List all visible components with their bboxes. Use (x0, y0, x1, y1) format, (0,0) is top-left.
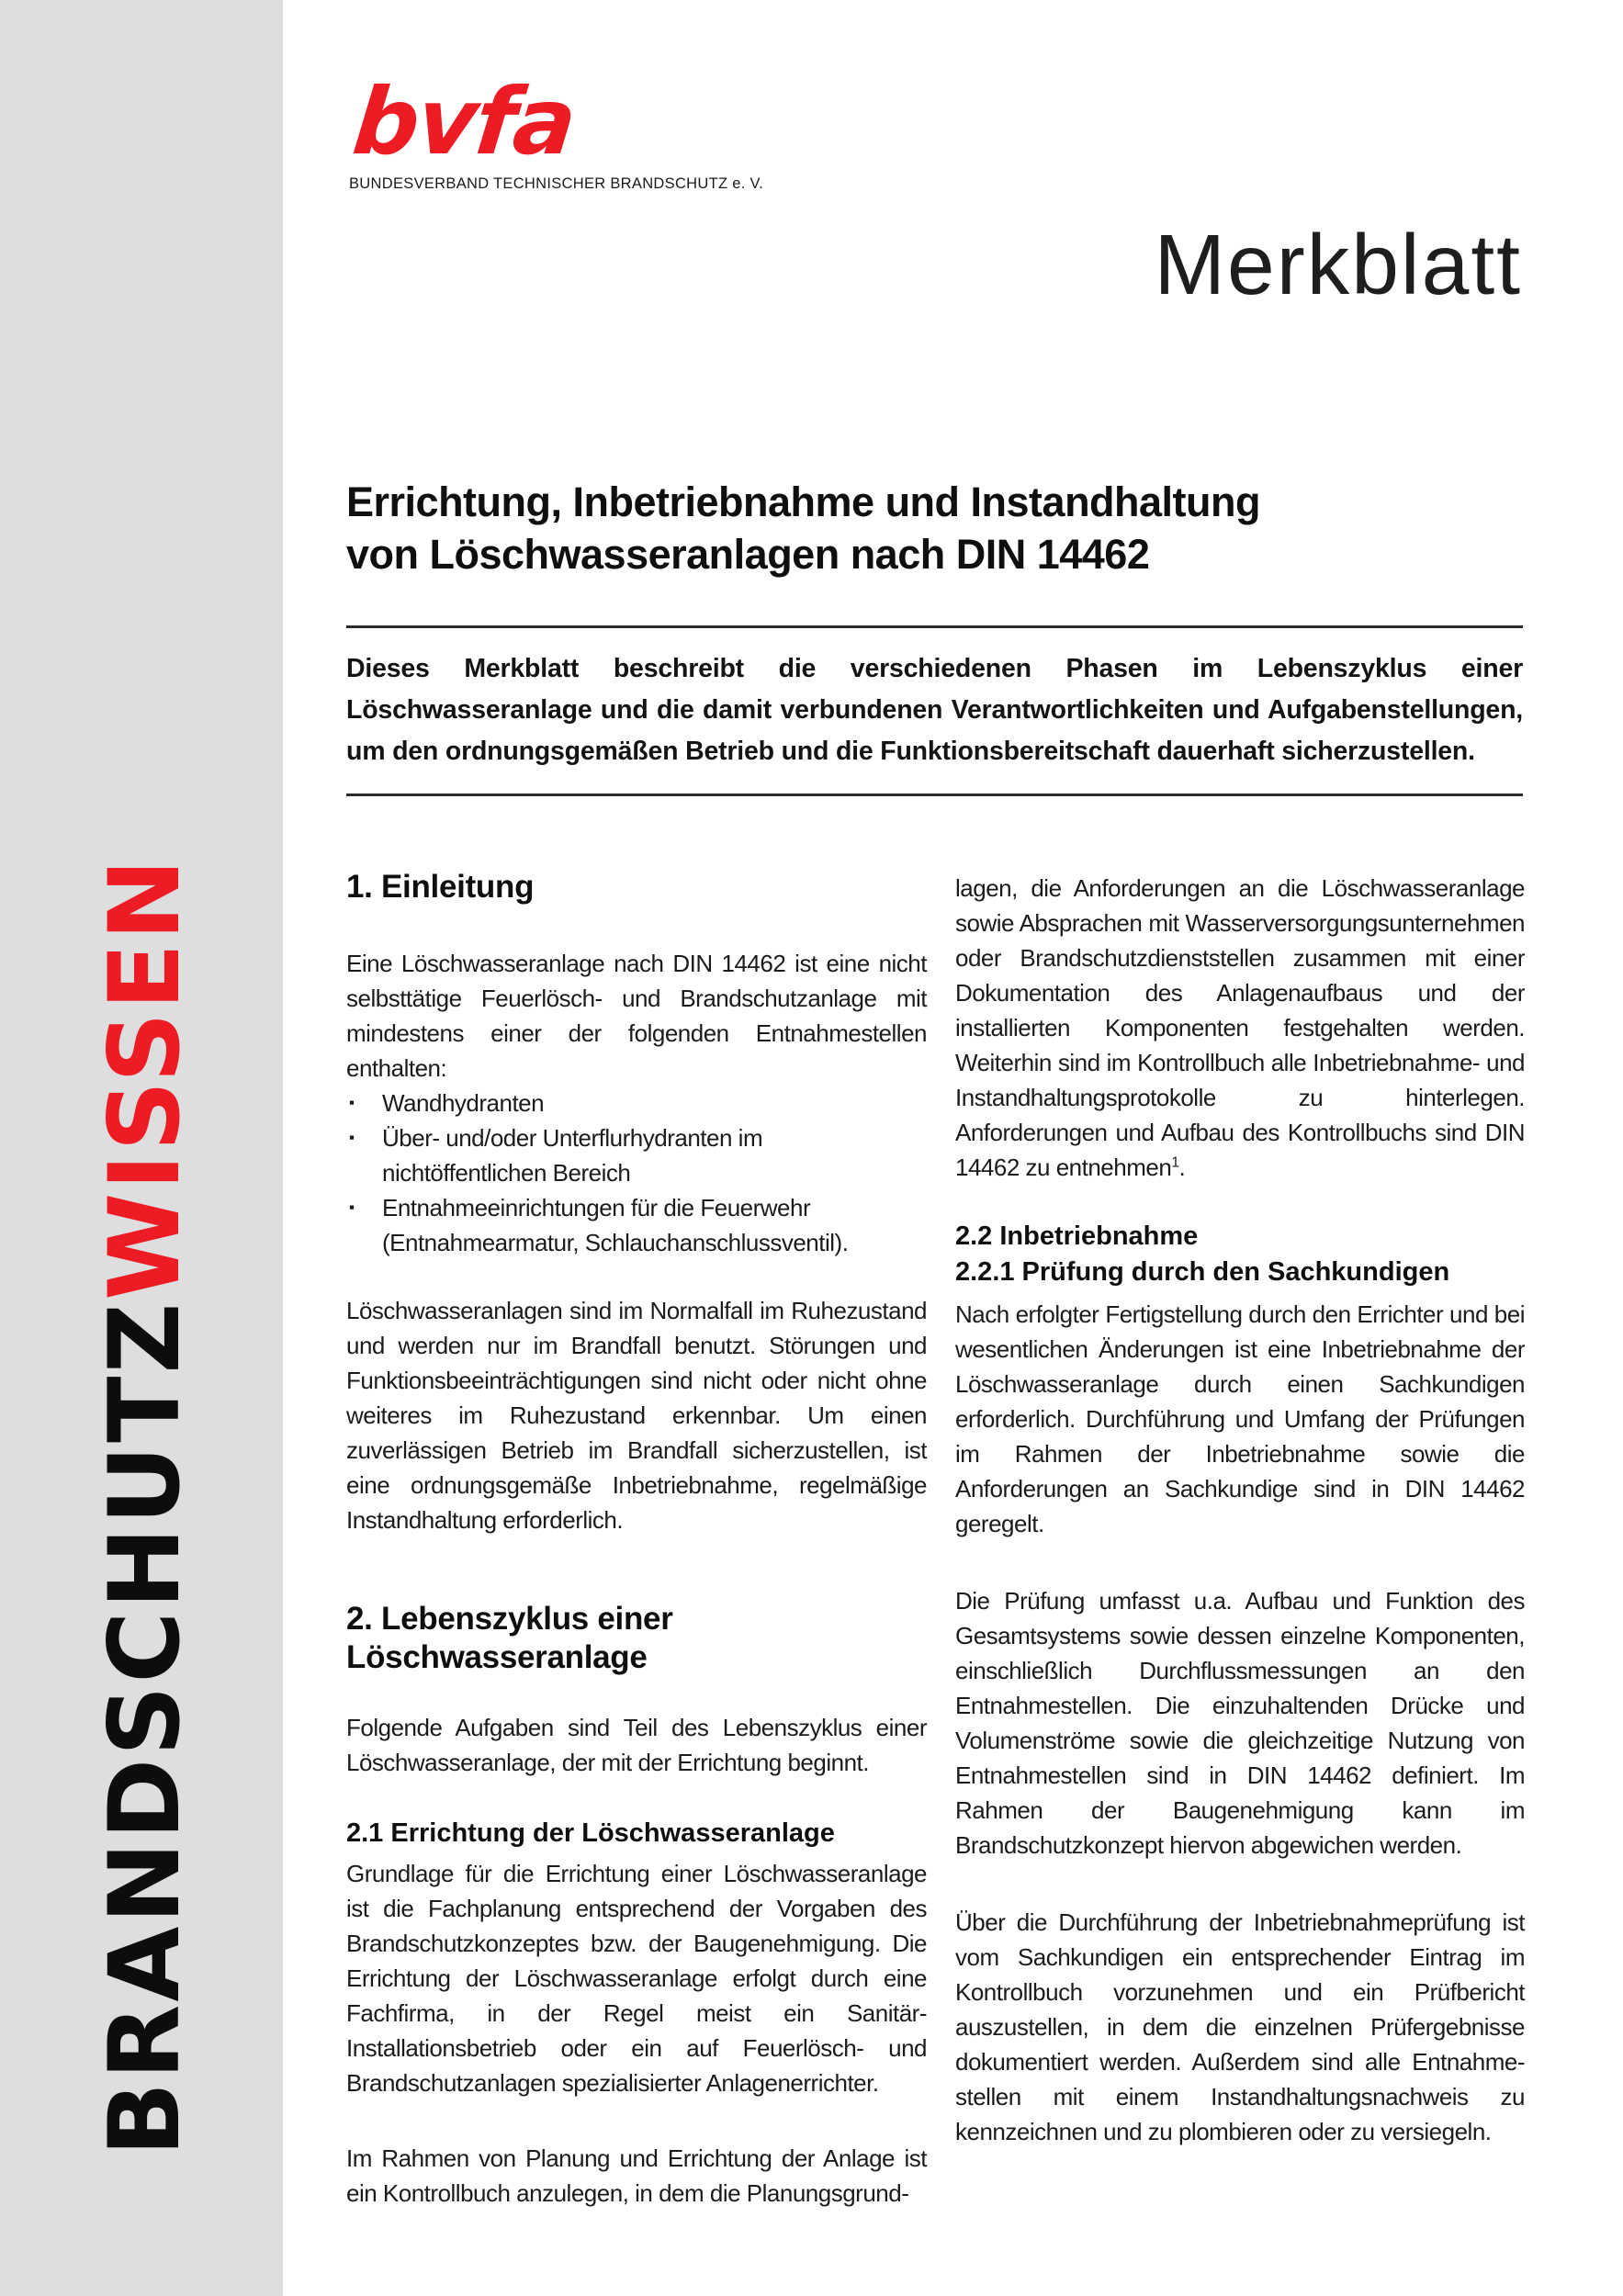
square-bullet-icon: ▪ (349, 1094, 355, 1111)
document-title-line2: von Löschwasseranlagen nach DIN 14462 (346, 531, 1150, 578)
section-1-heading: 1. Einleitung (346, 869, 535, 905)
document-title-line1: Errichtung, Inbetriebnahme und Instandhaltung (346, 478, 1261, 525)
section-2-heading: 2. Lebenszyklus einer Löschwasseranlage (346, 1601, 673, 1675)
list-item (346, 1120, 927, 1190)
section-2-1-paragraph-2: Im Rahmen von Planung und Errichtung der Anlage ist ein Kontrollbuch anzulegen, in dem die Planungsgrund- (346, 2144, 927, 2207)
document-type-heading: Merkblatt (1154, 217, 1522, 312)
bvfa-logo-wordmark: bvfa (348, 68, 580, 175)
column-right (955, 871, 1525, 2149)
intro-abstract: Dieses Merkblatt beschreibt die verschiedenen Phasen im Lebenszyklus einer Löschwasseranlage und die damit verbundenen Verantwortlichkeiten und Aufgabenstellungen, um den ordnungsgemäßen Betrieb und die Funktionsbereitschaft dauerhaft sicherzustellen. (346, 654, 1523, 766)
section-2-2-1-paragraph-2: Die Prüfung umfasst u.a. Aufbau und Funktion des Gesamtsystems sowie dessen einzelne Komponenten, einschließlich Durchflussmessungen an den Entnahmestellen. Die einzuhaltenden Drücke und Volumenströme sowie die gleichzeitige Nutzung von Entnahmestellen sind in DIN 14462 definiert. Im Rahmen der Baugenehmigung kann im Brandschutzkonzept hiervon abgewichen werden. (955, 1587, 1525, 1859)
section-2-1-paragraph-3 (955, 871, 1525, 1185)
section-2-2-1-paragraph-1: Nach erfolgter Fertigstellung durch den Errichter und bei wesentlichen Änderungen ist eine Inbetriebnahme der Löschwasseranlage durch einen Sachkundigen erforderlich. Durchführung und Umfang der Prüfungen im Rahmen der Inbetriebnahme sowie die Anforderungen an Sachkundige sind in DIN 14462 geregelt. (955, 1300, 1525, 1537)
list-item-label: Wandhydranten (382, 1089, 545, 1117)
bvfa-logo (348, 68, 764, 193)
square-bullet-icon: ▪ (349, 1199, 355, 1216)
section-2-2-heading: 2.2 Inbetriebnahme (955, 1221, 1199, 1251)
paragraph-text-end: . (1178, 1154, 1186, 1181)
list-item (346, 1086, 927, 1120)
column-left (346, 868, 927, 2211)
section-2-2-1-paragraph-3: Über die Durchführung der Inbetriebnahmeprüfung ist vom Sachkundigen ein entsprechender Eintrag im Kontrollbuch vorzunehmen und ein Prüfbericht auszustellen, in dem die einzelnen Prüfergebnisse dokumentiert werden. Außerdem sind alle Entnahme-stellen mit einem Instandhaltungsnachweis zu kennzeichnen und zu plombieren oder zu versiegeln. (955, 1908, 1525, 2145)
bvfa-logo-tagline: BUNDESVERBAND TECHNISCHER BRANDSCHUTZ e. V. (349, 175, 764, 192)
list-item-label: Entnahmeeinrichtungen für die Feuerwehr (Entnahmearmatur, Schlauchanschlussventil). (382, 1194, 849, 1256)
entnahmestellen-bullet-list (346, 1086, 927, 1260)
divider-top (346, 625, 1523, 628)
section-2-1-heading: 2.1 Errichtung der Löschwasseranlage (346, 1818, 835, 1848)
sidebar-band (0, 0, 283, 2296)
brand-word-wissen: WISSEN (88, 856, 201, 1300)
section-1-paragraph-1: Eine Löschwasseranlage nach DIN 14462 ist eine nicht selbsttätige Feuerlösch- und Brandschutzanlage mit mindestens einer der folgenden Entnahmestellen enthalten: (346, 950, 927, 1082)
vertical-brand-text (88, 856, 201, 2156)
section-2-2-1-heading: 2.2.1 Prüfung durch den Sachkundigen (955, 1257, 1450, 1287)
section-2-paragraph-1: Folgende Aufgaben sind Teil des Lebenszyklus einer Löschwasseranlage, der mit der Errichtung beginnt. (346, 1714, 927, 1776)
document-title (346, 476, 1260, 580)
footnote-marker: 1 (1171, 1154, 1179, 1171)
section-2-1-paragraph-1: Grundlage für die Errichtung einer Löschwasseranlage ist die Fachplanung entsprechend der Vorgaben des Brandschutzkonzeptes bzw. der Baugenehmigung. Die Errichtung der Löschwasseranlage erfolgt durch eine Fachfirma, in der Regel meist ein Sanitär-Installationsbetrieb oder ein auf Feuerlösch- und Brandschutzanlagen spezialisierter Anlagenerrichter. (346, 1860, 927, 2097)
list-item (346, 1190, 927, 1260)
section-1-paragraph-2: Löschwasseranlagen sind im Normalfall im Ruhezustand und werden nur im Brandfall benutzt. Störungen und Funktionsbeeinträchtigungen sind nicht oder nicht ohne weiteres im Ruhezustand erkennbar. Um einen zuverlässigen Betrieb im Brandfall sicherzustellen, ist eine ordnungsgemäße Inbetriebnahme, regelmäßige Instandhaltung erforderlich. (346, 1297, 927, 1534)
paragraph-text: lagen, die Anforderungen an die Löschwasseranlage sowie Absprachen mit Wasserversorgungsunternehmen oder Brandschutzdienststellen zusammen mit einer Dokumentation des Anlagenaufbaus und der installierten Komponenten festgehalten werden. Weiterhin sind im Kontrollbuch alle Inbetriebnahme- und Instandhaltungsprotokolle zu hinterlegen. Anforderungen und Aufbau des Kontrollbuchs sind DIN 14462 zu entnehmen (955, 874, 1525, 1181)
list-item-label: Über- und/oder Unterflurhydranten im nichtöffentlichen Bereich (382, 1124, 763, 1187)
brand-word-brandschutz: BRANDSCHUTZ (88, 1300, 201, 2156)
divider-bottom (346, 793, 1523, 796)
square-bullet-icon: ▪ (349, 1129, 355, 1146)
